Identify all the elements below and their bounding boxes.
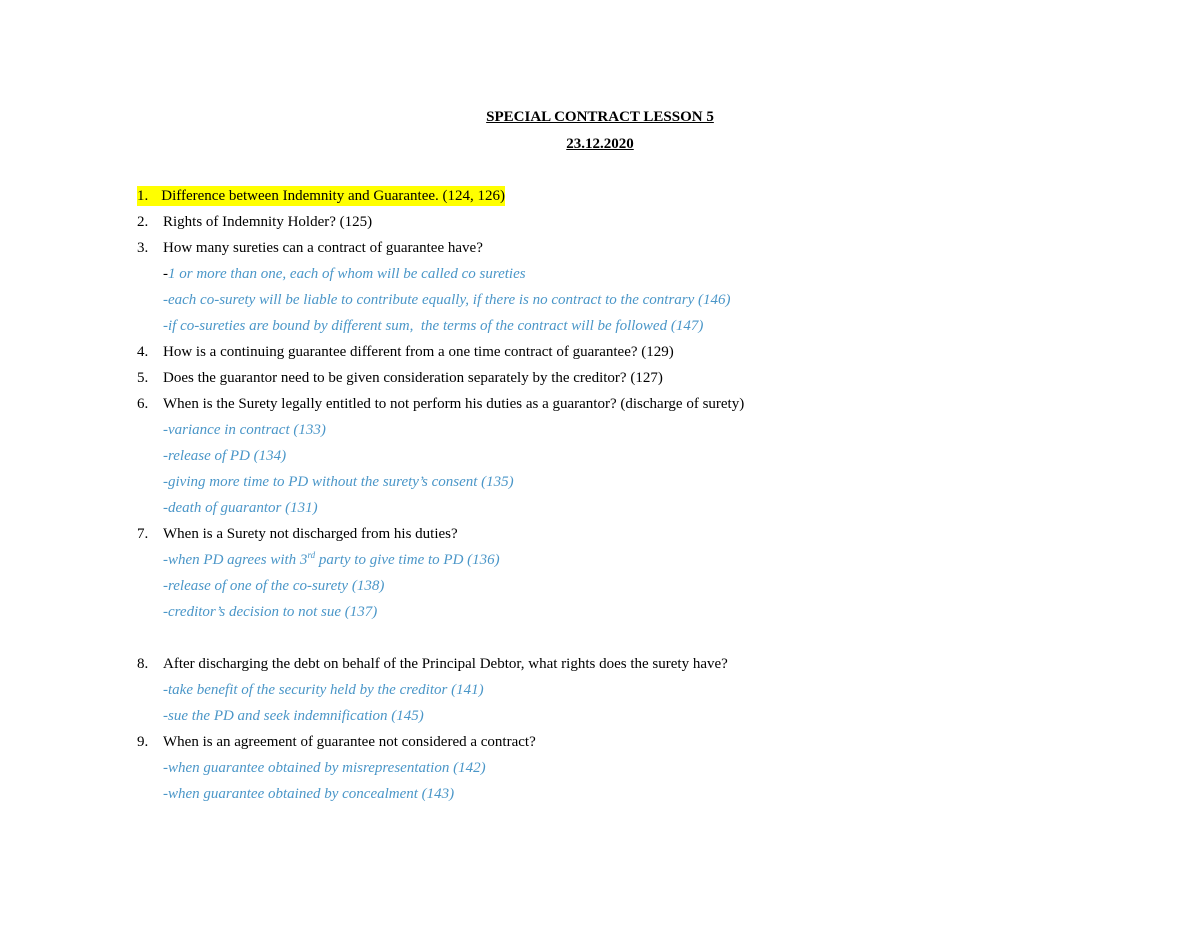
question-text: Difference between Indemnity and Guarantee. (124, 126) [161, 188, 505, 204]
list-item [137, 186, 1137, 212]
answer-line [137, 264, 1137, 290]
list-item [137, 654, 1137, 680]
answer-text: -take benefit of the security held by the creditor (141) [163, 682, 484, 698]
answer-text: -giving more time to PD without the surety’s consent (135) [163, 474, 514, 490]
answer-text: -release of one of the co-surety (138) [163, 578, 385, 594]
list-item [137, 238, 1137, 264]
answer-text: -if co-sureties are bound by different sum, the terms of the contract will be followed (147) [163, 318, 704, 334]
answer-text: 1 or more than one, each of whom will be called co sureties [168, 266, 526, 282]
answer-line [137, 446, 1137, 472]
answer-line [137, 498, 1137, 524]
answer-text: -sue the PD and seek indemnification (145) [163, 708, 424, 724]
document-title: SPECIAL CONTRACT LESSON 5 [486, 109, 714, 125]
item-number: 3. [137, 240, 149, 256]
answer-line [137, 316, 1137, 342]
question-text: After discharging the debt on behalf of the Principal Debtor, what rights does the surety have? [163, 656, 728, 672]
item-number: 6. [137, 396, 149, 412]
document-date: 23.12.2020 [566, 136, 634, 152]
answer-text: -when guarantee obtained by concealment (143) [163, 786, 455, 802]
question-text: How many sureties can a contract of guarantee have? [163, 240, 483, 256]
highlighted-question [137, 186, 505, 206]
answer-text-start: -when PD agrees with 3 [163, 552, 308, 568]
answer-line [137, 758, 1137, 784]
item-number: 9. [137, 734, 149, 750]
list-item [137, 524, 1137, 550]
answer-text: -release of PD (134) [163, 448, 287, 464]
answer-dash: - [163, 266, 168, 282]
answer-line [137, 420, 1137, 446]
answer-text-end: party to give time to PD (136) [315, 552, 500, 568]
answer-text: -variance in contract (133) [163, 422, 326, 438]
answer-line [137, 680, 1137, 706]
ordinal-suffix: rd [307, 550, 316, 560]
item-number: 1. [137, 188, 149, 204]
answer-text: -each co-surety will be liable to contribute equally, if there is no contract to the contrary (146) [163, 292, 731, 308]
item-number: 7. [137, 526, 149, 542]
item-number: 5. [137, 370, 149, 386]
item-number: 8. [137, 656, 149, 672]
item-number: 2. [137, 214, 149, 230]
question-text: When is the Surety legally entitled to not perform his duties as a guarantor? (discharge of surety) [163, 396, 745, 412]
list-item [137, 394, 1137, 420]
list-item [137, 212, 1137, 238]
question-text: Does the guarantor need to be given consideration separately by the creditor? (127) [163, 370, 663, 386]
answer-line [137, 602, 1137, 654]
list-item [137, 368, 1137, 394]
question-text: How is a continuing guarantee different from a one time contract of guarantee? (129) [163, 344, 674, 360]
answer-line [137, 706, 1137, 732]
answer-text: -when guarantee obtained by misrepresentation (142) [163, 760, 486, 776]
answer-text: -death of guarantor (131) [163, 500, 318, 516]
list-item [137, 342, 1137, 368]
answer-line [137, 472, 1137, 498]
question-text: When is a Surety not discharged from his duties? [163, 526, 458, 542]
question-text: When is an agreement of guarantee not considered a contract? [163, 734, 536, 750]
answer-line [137, 784, 1137, 810]
answer-line [137, 550, 1137, 576]
answer-text: -creditor’s decision to not sue (137) [163, 604, 378, 620]
question-list [137, 186, 1137, 810]
answer-line [137, 576, 1137, 602]
item-number: 4. [137, 344, 149, 360]
answer-line [137, 290, 1137, 316]
question-text: Rights of Indemnity Holder? (125) [163, 214, 373, 230]
list-item [137, 732, 1137, 758]
